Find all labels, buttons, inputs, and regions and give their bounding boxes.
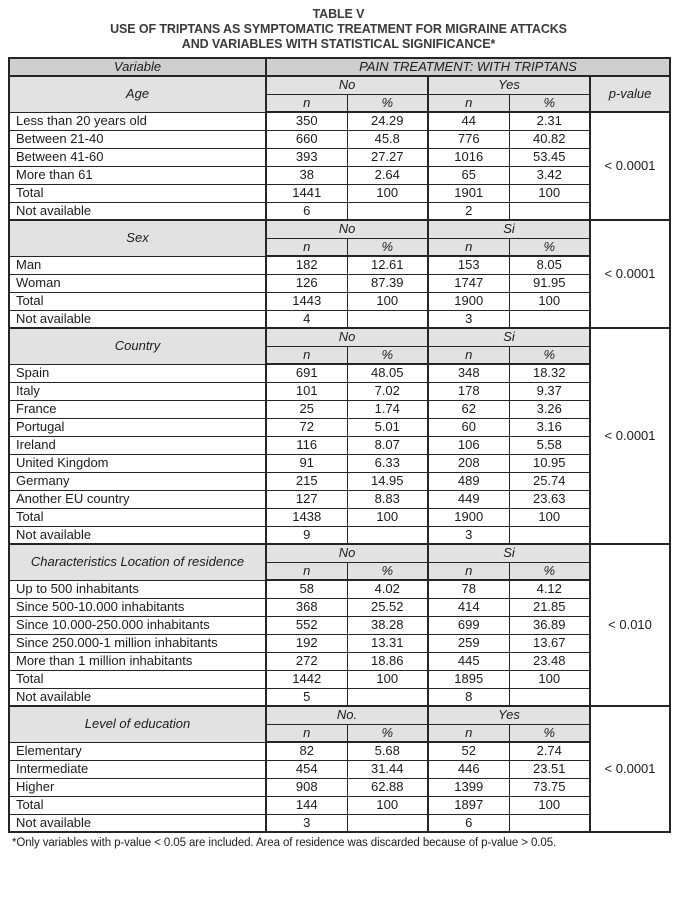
table-row bbox=[9, 364, 670, 382]
variable-header: Variable bbox=[9, 58, 266, 76]
table-row bbox=[9, 472, 670, 490]
cell-yes-pct: 10.95 bbox=[509, 454, 590, 472]
p-value-header: p-value bbox=[590, 76, 670, 112]
cell-no-n: 72 bbox=[266, 418, 347, 436]
row-label: Higher bbox=[9, 778, 266, 796]
table-row bbox=[9, 310, 670, 328]
cell-no-n: 25 bbox=[266, 400, 347, 418]
treatment-header: PAIN TREATMENT: WITH TRIPTANS bbox=[266, 58, 670, 76]
group-header-no: No bbox=[266, 328, 428, 346]
cell-no-pct: 100 bbox=[347, 184, 428, 202]
row-label: Not available bbox=[9, 814, 266, 832]
cell-no-pct: 5.01 bbox=[347, 418, 428, 436]
row-label: Spain bbox=[9, 364, 266, 382]
footnote: *Only variables with p-value < 0.05 are included. Area of residence was discarded because of p-value > 0.05. bbox=[12, 837, 557, 849]
row-label: Since 500-10.000 inhabitants bbox=[9, 598, 266, 616]
cell-yes-pct: 9.37 bbox=[509, 382, 590, 400]
cell-yes-pct bbox=[509, 310, 590, 328]
cell-yes-n: 1901 bbox=[428, 184, 509, 202]
cell-yes-pct: 36.89 bbox=[509, 616, 590, 634]
cell-yes-n: 1895 bbox=[428, 670, 509, 688]
row-label: Ireland bbox=[9, 436, 266, 454]
cell-no-n: 127 bbox=[266, 490, 347, 508]
cell-yes-n: 489 bbox=[428, 472, 509, 490]
cell-no-pct: 12.61 bbox=[347, 256, 428, 274]
cell-yes-pct: 2.31 bbox=[509, 112, 590, 130]
col-header-pct: % bbox=[509, 94, 590, 112]
table-row bbox=[9, 526, 670, 544]
cell-no-n: 215 bbox=[266, 472, 347, 490]
cell-no-n: 9 bbox=[266, 526, 347, 544]
cell-yes-pct: 13.67 bbox=[509, 634, 590, 652]
section-label: Sex bbox=[9, 220, 266, 256]
cell-no-pct: 100 bbox=[347, 670, 428, 688]
row-label: More than 61 bbox=[9, 166, 266, 184]
table-title-block bbox=[0, 0, 677, 52]
cell-no-n: 4 bbox=[266, 310, 347, 328]
row-label: United Kingdom bbox=[9, 454, 266, 472]
table-row bbox=[9, 76, 670, 94]
table-row bbox=[9, 256, 670, 274]
cell-yes-pct: 8.05 bbox=[509, 256, 590, 274]
p-value-cell: < 0.0001 bbox=[590, 706, 670, 832]
col-header-n: n bbox=[428, 724, 509, 742]
row-label: France bbox=[9, 400, 266, 418]
table-row bbox=[9, 688, 670, 706]
cell-yes-n: 153 bbox=[428, 256, 509, 274]
cell-yes-n: 62 bbox=[428, 400, 509, 418]
cell-yes-n: 1399 bbox=[428, 778, 509, 796]
table-row bbox=[9, 652, 670, 670]
cell-yes-n: 208 bbox=[428, 454, 509, 472]
cell-yes-pct: 3.16 bbox=[509, 418, 590, 436]
cell-no-n: 1438 bbox=[266, 508, 347, 526]
cell-yes-pct: 2.74 bbox=[509, 742, 590, 760]
table-row bbox=[9, 400, 670, 418]
col-header-n: n bbox=[266, 724, 347, 742]
cell-yes-n: 3 bbox=[428, 526, 509, 544]
table-row bbox=[9, 436, 670, 454]
group-header-yes: Si bbox=[428, 544, 590, 562]
row-label: Since 250.000-1 million inhabitants bbox=[9, 634, 266, 652]
col-header-n: n bbox=[266, 94, 347, 112]
cell-no-n: 272 bbox=[266, 652, 347, 670]
group-header-yes: Si bbox=[428, 220, 590, 238]
cell-no-pct: 62.88 bbox=[347, 778, 428, 796]
table-row bbox=[9, 598, 670, 616]
table-row bbox=[9, 634, 670, 652]
cell-yes-n: 449 bbox=[428, 490, 509, 508]
row-label: Elementary bbox=[9, 742, 266, 760]
col-header-n: n bbox=[266, 346, 347, 364]
cell-no-pct: 38.28 bbox=[347, 616, 428, 634]
col-header-pct: % bbox=[347, 238, 428, 256]
col-header-n: n bbox=[266, 562, 347, 580]
col-header-pct: % bbox=[347, 724, 428, 742]
table-row bbox=[9, 508, 670, 526]
cell-no-n: 368 bbox=[266, 598, 347, 616]
cell-no-n: 101 bbox=[266, 382, 347, 400]
table-row bbox=[9, 544, 670, 562]
table-row bbox=[9, 130, 670, 148]
cell-no-n: 192 bbox=[266, 634, 347, 652]
table-row bbox=[9, 670, 670, 688]
cell-no-n: 908 bbox=[266, 778, 347, 796]
group-header-yes: Si bbox=[428, 328, 590, 346]
row-label: Total bbox=[9, 184, 266, 202]
cell-yes-pct: 100 bbox=[509, 796, 590, 814]
row-label: Since 10.000-250.000 inhabitants bbox=[9, 616, 266, 634]
cell-no-n: 350 bbox=[266, 112, 347, 130]
cell-no-pct bbox=[347, 202, 428, 220]
cell-yes-n: 2 bbox=[428, 202, 509, 220]
row-label: More than 1 million inhabitants bbox=[9, 652, 266, 670]
group-header-no: No bbox=[266, 544, 428, 562]
row-label: Italy bbox=[9, 382, 266, 400]
row-label: Up to 500 inhabitants bbox=[9, 580, 266, 598]
table-row bbox=[9, 58, 670, 76]
cell-no-pct: 24.29 bbox=[347, 112, 428, 130]
cell-yes-pct: 23.63 bbox=[509, 490, 590, 508]
row-label: Less than 20 years old bbox=[9, 112, 266, 130]
p-value-cell: < 0.010 bbox=[590, 544, 670, 706]
table-row bbox=[9, 706, 670, 724]
table-number: TABLE V bbox=[312, 7, 365, 21]
group-header-no: No. bbox=[266, 706, 428, 724]
table-row bbox=[9, 418, 670, 436]
table-row bbox=[9, 580, 670, 598]
cell-no-pct: 13.31 bbox=[347, 634, 428, 652]
cell-yes-n: 414 bbox=[428, 598, 509, 616]
col-header-pct: % bbox=[509, 238, 590, 256]
cell-no-pct: 100 bbox=[347, 292, 428, 310]
cell-yes-pct: 4.12 bbox=[509, 580, 590, 598]
cell-no-pct: 87.39 bbox=[347, 274, 428, 292]
cell-no-pct: 27.27 bbox=[347, 148, 428, 166]
row-label: Not available bbox=[9, 310, 266, 328]
cell-yes-pct: 40.82 bbox=[509, 130, 590, 148]
cell-yes-pct: 100 bbox=[509, 292, 590, 310]
col-header-pct: % bbox=[509, 346, 590, 364]
cell-no-pct: 8.83 bbox=[347, 490, 428, 508]
col-header-n: n bbox=[428, 346, 509, 364]
cell-yes-pct: 23.48 bbox=[509, 652, 590, 670]
table-row bbox=[9, 454, 670, 472]
cell-no-pct: 14.95 bbox=[347, 472, 428, 490]
cell-yes-pct: 100 bbox=[509, 508, 590, 526]
table-row bbox=[9, 814, 670, 832]
cell-yes-n: 60 bbox=[428, 418, 509, 436]
row-label: Total bbox=[9, 508, 266, 526]
table-row bbox=[9, 166, 670, 184]
cell-no-n: 82 bbox=[266, 742, 347, 760]
col-header-n: n bbox=[266, 238, 347, 256]
cell-no-pct bbox=[347, 310, 428, 328]
group-header-no: No bbox=[266, 76, 428, 94]
cell-no-n: 552 bbox=[266, 616, 347, 634]
cell-no-pct: 4.02 bbox=[347, 580, 428, 598]
cell-yes-pct bbox=[509, 688, 590, 706]
cell-no-pct: 100 bbox=[347, 796, 428, 814]
cell-yes-n: 259 bbox=[428, 634, 509, 652]
section-label: Age bbox=[9, 76, 266, 112]
table-body bbox=[9, 58, 670, 832]
p-value-cell: < 0.0001 bbox=[590, 112, 670, 220]
table-row bbox=[9, 760, 670, 778]
cell-yes-pct: 25.74 bbox=[509, 472, 590, 490]
cell-yes-pct: 100 bbox=[509, 184, 590, 202]
cell-no-pct: 1.74 bbox=[347, 400, 428, 418]
cell-no-n: 1443 bbox=[266, 292, 347, 310]
table-row bbox=[9, 616, 670, 634]
cell-yes-pct: 23.51 bbox=[509, 760, 590, 778]
cell-yes-n: 1897 bbox=[428, 796, 509, 814]
table-row bbox=[9, 220, 670, 238]
row-label: Between 41-60 bbox=[9, 148, 266, 166]
col-header-n: n bbox=[428, 94, 509, 112]
table-row bbox=[9, 490, 670, 508]
cell-no-n: 3 bbox=[266, 814, 347, 832]
section-label: Country bbox=[9, 328, 266, 364]
row-label: Total bbox=[9, 292, 266, 310]
cell-no-pct: 5.68 bbox=[347, 742, 428, 760]
cell-no-pct: 7.02 bbox=[347, 382, 428, 400]
cell-no-pct: 18.86 bbox=[347, 652, 428, 670]
cell-no-n: 144 bbox=[266, 796, 347, 814]
section-label: Characteristics Location of residence bbox=[9, 544, 266, 580]
cell-yes-pct: 53.45 bbox=[509, 148, 590, 166]
cell-yes-pct: 91.95 bbox=[509, 274, 590, 292]
cell-yes-n: 348 bbox=[428, 364, 509, 382]
cell-no-n: 38 bbox=[266, 166, 347, 184]
cell-yes-n: 446 bbox=[428, 760, 509, 778]
cell-yes-pct: 3.26 bbox=[509, 400, 590, 418]
cell-yes-n: 1900 bbox=[428, 508, 509, 526]
cell-no-pct: 8.07 bbox=[347, 436, 428, 454]
statistics-table bbox=[8, 57, 671, 833]
row-label: Not available bbox=[9, 526, 266, 544]
cell-yes-pct: 5.58 bbox=[509, 436, 590, 454]
cell-no-pct bbox=[347, 688, 428, 706]
col-header-pct: % bbox=[347, 94, 428, 112]
row-label: Another EU country bbox=[9, 490, 266, 508]
table-row bbox=[9, 112, 670, 130]
cell-yes-pct: 3.42 bbox=[509, 166, 590, 184]
section-label: Level of education bbox=[9, 706, 266, 742]
group-header-no: No bbox=[266, 220, 428, 238]
cell-no-n: 126 bbox=[266, 274, 347, 292]
col-header-pct: % bbox=[347, 346, 428, 364]
cell-yes-n: 178 bbox=[428, 382, 509, 400]
cell-yes-n: 106 bbox=[428, 436, 509, 454]
table-row bbox=[9, 148, 670, 166]
cell-yes-n: 8 bbox=[428, 688, 509, 706]
table-row bbox=[9, 184, 670, 202]
cell-no-n: 6 bbox=[266, 202, 347, 220]
cell-no-pct: 45.8 bbox=[347, 130, 428, 148]
row-label: Intermediate bbox=[9, 760, 266, 778]
col-header-n: n bbox=[428, 238, 509, 256]
cell-yes-n: 1016 bbox=[428, 148, 509, 166]
cell-yes-n: 44 bbox=[428, 112, 509, 130]
row-label: Total bbox=[9, 670, 266, 688]
table-row bbox=[9, 274, 670, 292]
cell-yes-pct bbox=[509, 526, 590, 544]
cell-yes-pct: 18.32 bbox=[509, 364, 590, 382]
row-label: Portugal bbox=[9, 418, 266, 436]
cell-yes-n: 52 bbox=[428, 742, 509, 760]
row-label: Woman bbox=[9, 274, 266, 292]
col-header-pct: % bbox=[347, 562, 428, 580]
cell-no-n: 116 bbox=[266, 436, 347, 454]
col-header-pct: % bbox=[509, 724, 590, 742]
row-label: Not available bbox=[9, 202, 266, 220]
table-row bbox=[9, 292, 670, 310]
table-row bbox=[9, 742, 670, 760]
row-label: Germany bbox=[9, 472, 266, 490]
cell-yes-n: 699 bbox=[428, 616, 509, 634]
table-row bbox=[9, 778, 670, 796]
col-header-pct: % bbox=[509, 562, 590, 580]
cell-no-n: 5 bbox=[266, 688, 347, 706]
row-label: Total bbox=[9, 796, 266, 814]
cell-yes-pct: 21.85 bbox=[509, 598, 590, 616]
cell-yes-n: 776 bbox=[428, 130, 509, 148]
table-row bbox=[9, 382, 670, 400]
cell-no-pct: 6.33 bbox=[347, 454, 428, 472]
cell-no-pct: 48.05 bbox=[347, 364, 428, 382]
cell-no-pct bbox=[347, 814, 428, 832]
cell-yes-pct: 100 bbox=[509, 670, 590, 688]
table-title-line-1: USE OF TRIPTANS AS SYMPTOMATIC TREATMENT FOR MIGRAINE ATTACKS bbox=[110, 22, 567, 36]
cell-no-n: 58 bbox=[266, 580, 347, 598]
cell-no-n: 393 bbox=[266, 148, 347, 166]
table-row bbox=[9, 796, 670, 814]
col-header-n: n bbox=[428, 562, 509, 580]
cell-no-pct: 2.64 bbox=[347, 166, 428, 184]
cell-yes-n: 78 bbox=[428, 580, 509, 598]
cell-no-pct: 31.44 bbox=[347, 760, 428, 778]
table-row bbox=[9, 328, 670, 346]
group-header-yes: Yes bbox=[428, 76, 590, 94]
cell-yes-pct: 73.75 bbox=[509, 778, 590, 796]
cell-no-n: 454 bbox=[266, 760, 347, 778]
cell-no-n: 182 bbox=[266, 256, 347, 274]
cell-no-n: 1441 bbox=[266, 184, 347, 202]
row-label: Between 21-40 bbox=[9, 130, 266, 148]
group-header-yes: Yes bbox=[428, 706, 590, 724]
cell-yes-pct bbox=[509, 202, 590, 220]
cell-yes-n: 1747 bbox=[428, 274, 509, 292]
row-label: Man bbox=[9, 256, 266, 274]
cell-no-pct: 25.52 bbox=[347, 598, 428, 616]
cell-yes-n: 6 bbox=[428, 814, 509, 832]
cell-yes-pct bbox=[509, 814, 590, 832]
cell-yes-n: 1900 bbox=[428, 292, 509, 310]
p-value-cell: < 0.0001 bbox=[590, 220, 670, 328]
cell-no-pct bbox=[347, 526, 428, 544]
row-label: Not available bbox=[9, 688, 266, 706]
table-title-line-2: AND VARIABLES WITH STATISTICAL SIGNIFICANCE* bbox=[181, 37, 496, 51]
cell-no-n: 691 bbox=[266, 364, 347, 382]
table-row bbox=[9, 202, 670, 220]
cell-no-n: 660 bbox=[266, 130, 347, 148]
cell-yes-n: 65 bbox=[428, 166, 509, 184]
cell-no-pct: 100 bbox=[347, 508, 428, 526]
cell-no-n: 1442 bbox=[266, 670, 347, 688]
p-value-cell: < 0.0001 bbox=[590, 328, 670, 544]
cell-yes-n: 3 bbox=[428, 310, 509, 328]
cell-no-n: 91 bbox=[266, 454, 347, 472]
cell-yes-n: 445 bbox=[428, 652, 509, 670]
